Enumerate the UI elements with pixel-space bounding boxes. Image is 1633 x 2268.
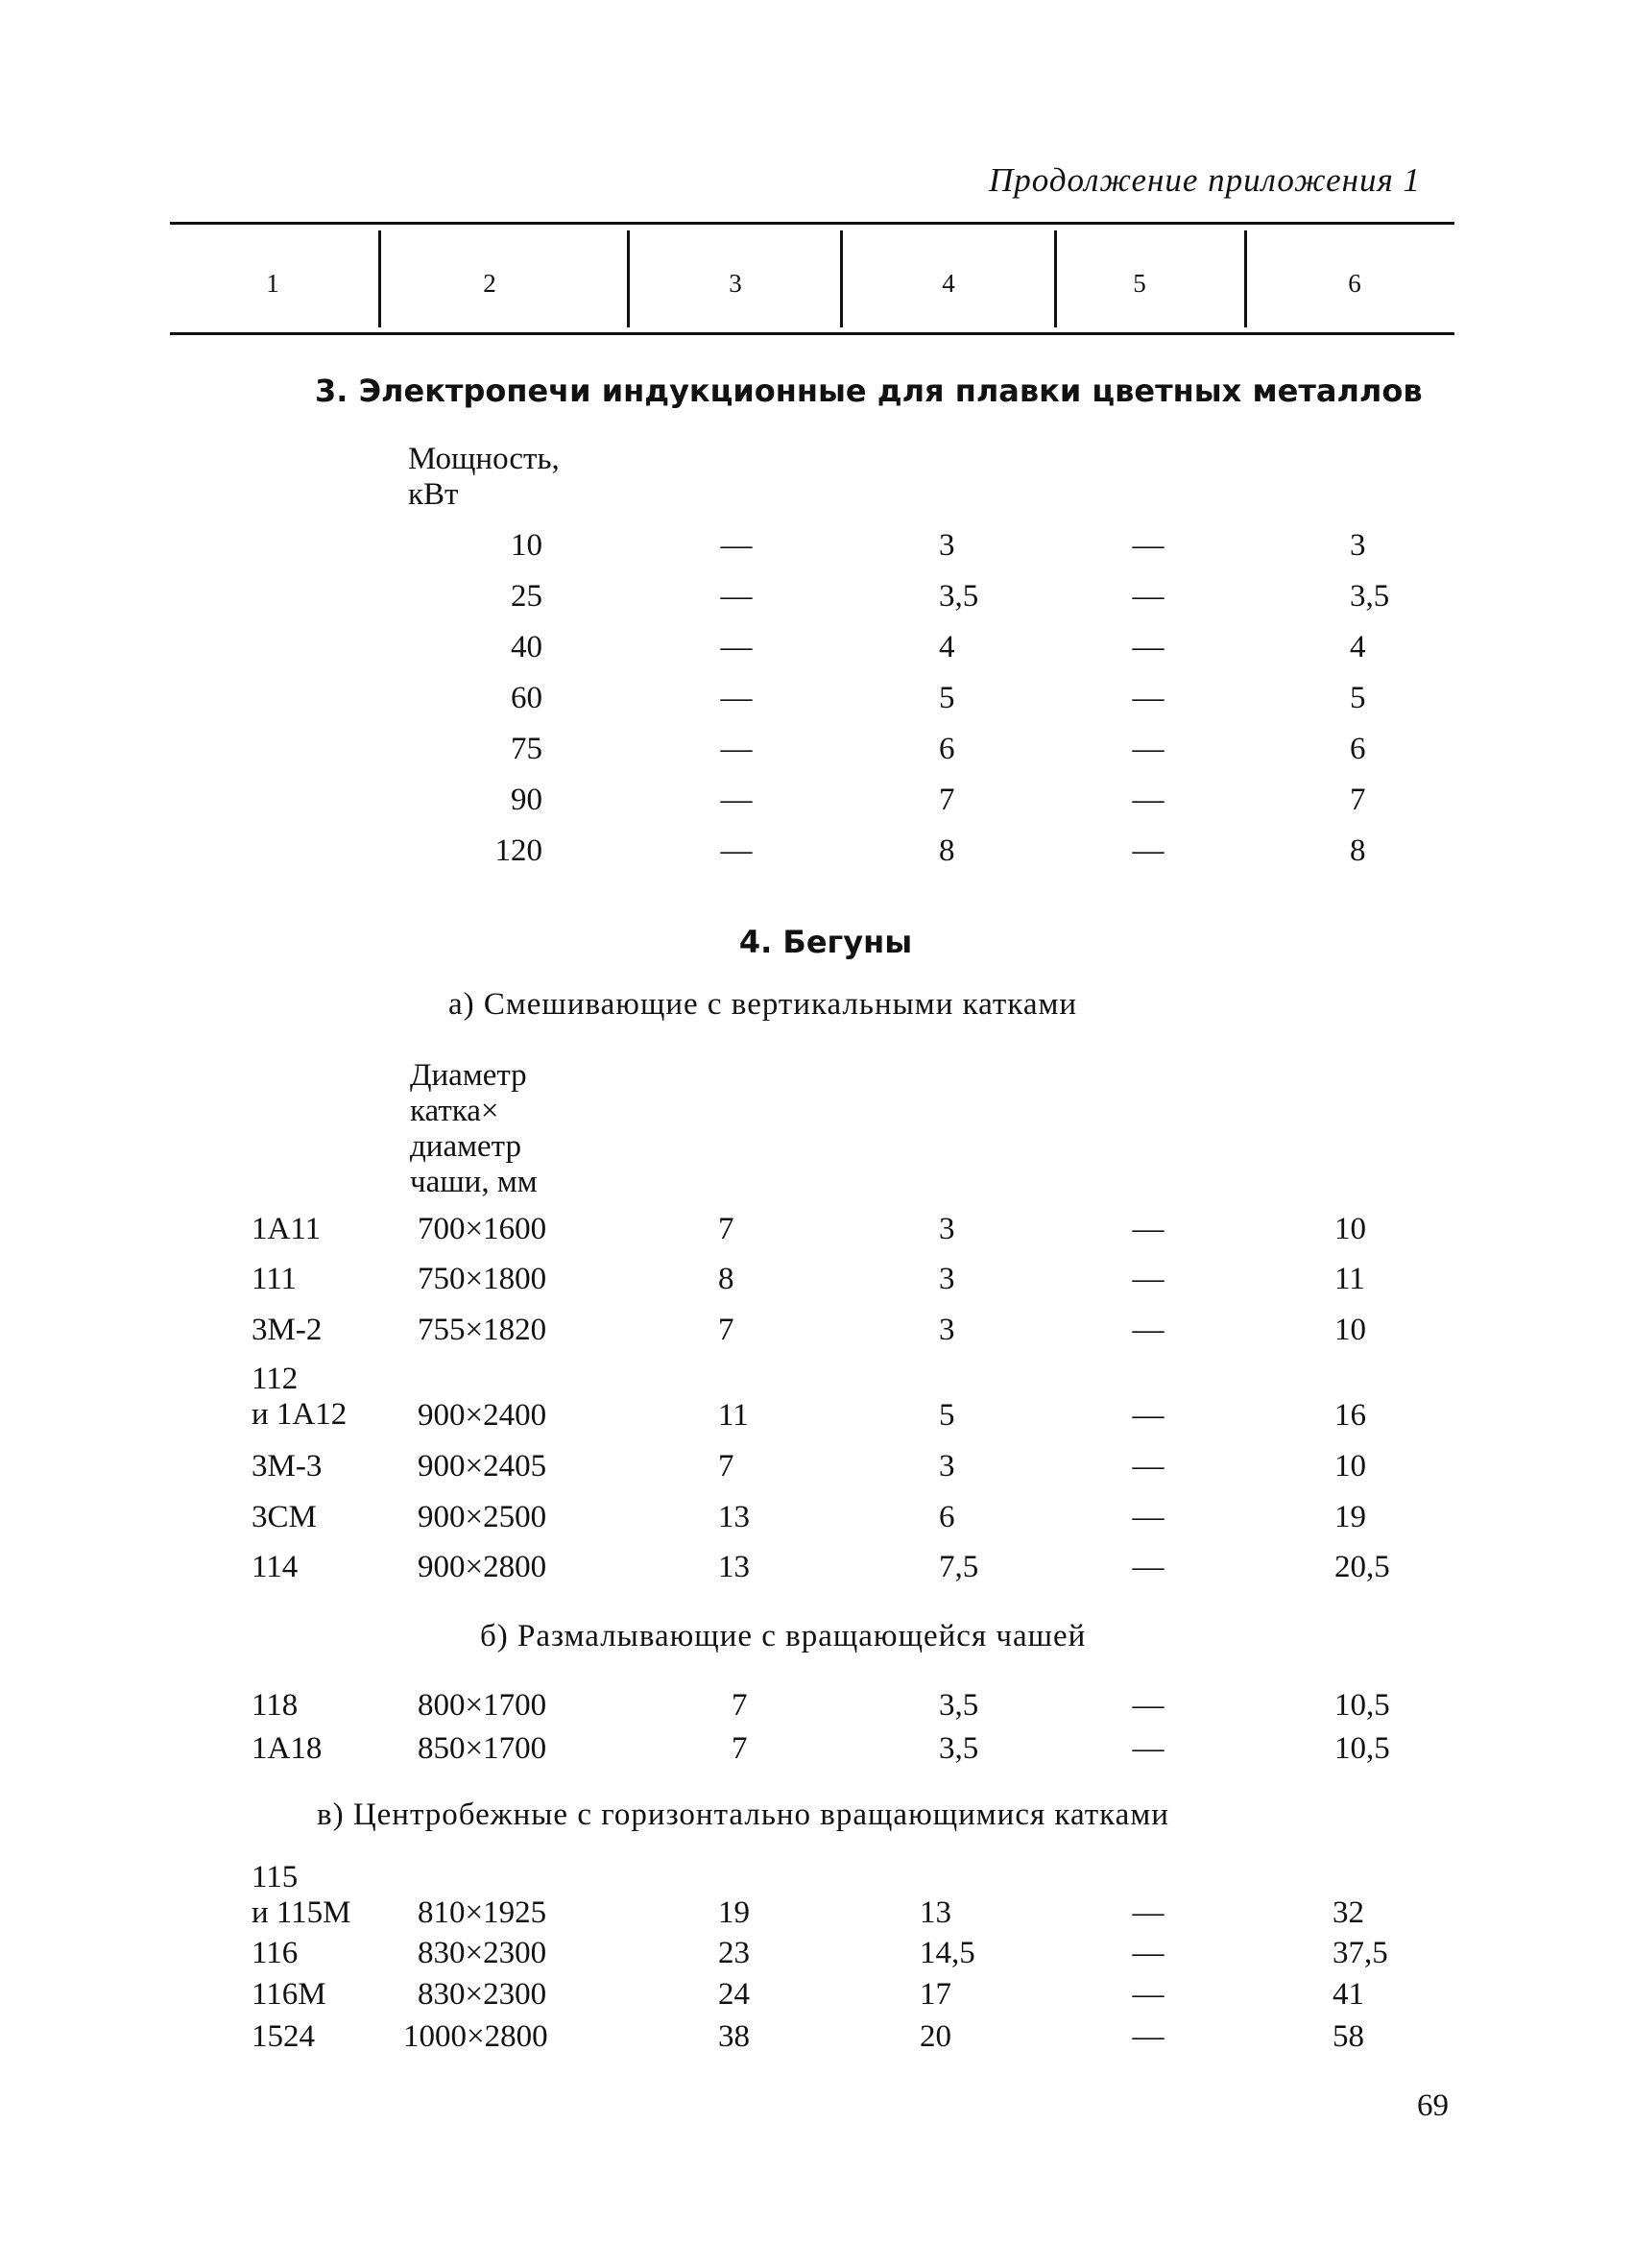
subsection-v-title: в) Центробежные с горизонтально вращающимися катками xyxy=(317,1798,1169,1832)
value-cell: 6 xyxy=(1350,732,1366,766)
model-cell: 115 и 115М xyxy=(252,1860,351,1930)
model-cell: 118 xyxy=(252,1688,299,1723)
value-cell: 38 xyxy=(718,2019,750,2054)
value-cell: 3 xyxy=(939,1313,955,1347)
power-cell: 25 xyxy=(511,579,542,614)
value-cell: 3,5 xyxy=(939,1731,979,1766)
power-cell: 10 xyxy=(511,528,542,563)
power-cell: 60 xyxy=(511,681,542,715)
dash-cell: — xyxy=(1132,783,1165,817)
dash-cell: — xyxy=(1132,528,1165,563)
dimension-cell: 900×2400 xyxy=(418,1398,547,1433)
model-cell: 3СМ xyxy=(252,1500,317,1534)
value-cell: 23 xyxy=(718,1936,750,1970)
value-cell: 7 xyxy=(718,1449,734,1484)
model-cell: 1А18 xyxy=(252,1731,323,1766)
dash-cell: — xyxy=(720,732,753,766)
value-cell: 11 xyxy=(1334,1262,1365,1296)
power-cell: 40 xyxy=(511,630,542,664)
dimension-cell: 830×2300 xyxy=(418,1936,547,1970)
dash-cell: — xyxy=(1132,1449,1165,1484)
dimension-cell: 900×2800 xyxy=(418,1550,547,1584)
table-top-rule xyxy=(170,222,1454,225)
model-cell: 116 xyxy=(252,1936,299,1970)
value-cell: 10,5 xyxy=(1334,1731,1390,1766)
value-cell: 7,5 xyxy=(939,1550,979,1584)
value-cell: 3 xyxy=(939,528,955,563)
value-cell: 20,5 xyxy=(1334,1550,1390,1584)
value-cell: 19 xyxy=(718,1895,750,1930)
value-cell: 14,5 xyxy=(920,1936,975,1970)
dash-cell: — xyxy=(1132,2019,1165,2054)
value-cell: 3,5 xyxy=(939,1688,979,1723)
dash-cell: — xyxy=(1132,1313,1165,1347)
dimension-cell: 750×1800 xyxy=(418,1262,547,1296)
value-cell: 3 xyxy=(939,1262,955,1296)
model-cell: 3М-2 xyxy=(252,1313,323,1347)
dimension-cell: 900×2405 xyxy=(418,1449,547,1484)
dimension-cell: 700×1600 xyxy=(418,1212,547,1246)
column-divider xyxy=(1244,230,1247,327)
value-cell: 4 xyxy=(939,630,955,664)
section-3-param-label: Мощность, кВт xyxy=(408,442,560,512)
column-divider xyxy=(627,230,630,327)
column-number: 2 xyxy=(483,269,496,298)
dash-cell: — xyxy=(720,783,753,817)
value-cell: 8 xyxy=(718,1262,734,1296)
power-cell: 120 xyxy=(494,833,542,868)
dash-cell: — xyxy=(720,528,753,563)
value-cell: 3,5 xyxy=(939,579,979,614)
column-number: 5 xyxy=(1133,269,1146,298)
dash-cell: — xyxy=(1132,1398,1165,1433)
value-cell: 5 xyxy=(1350,681,1366,715)
dimension-cell: 1000×2800 xyxy=(403,2019,548,2054)
value-cell: 13 xyxy=(718,1550,750,1584)
dash-cell: — xyxy=(1132,732,1165,766)
column-number: 4 xyxy=(942,269,955,298)
dimension-cell: 755×1820 xyxy=(418,1313,547,1347)
value-cell: 19 xyxy=(1334,1500,1366,1534)
value-cell: 7 xyxy=(939,783,955,817)
column-divider xyxy=(840,230,843,327)
value-cell: 3 xyxy=(1350,528,1366,563)
column-number: 3 xyxy=(729,269,742,298)
table-header-bottom-rule xyxy=(170,332,1454,335)
value-cell: 10 xyxy=(1334,1449,1366,1484)
value-cell: 37,5 xyxy=(1333,1936,1388,1970)
value-cell: 7 xyxy=(732,1731,748,1766)
subsection-a-title: а) Смешивающие с вертикальными катками xyxy=(448,987,1078,1022)
dash-cell: — xyxy=(1132,1895,1165,1930)
page-number: 69 xyxy=(1417,2088,1449,2123)
value-cell: 3 xyxy=(939,1449,955,1484)
dash-cell: — xyxy=(1132,1977,1165,2012)
dash-cell: — xyxy=(1132,1550,1165,1584)
dash-cell: — xyxy=(1132,1500,1165,1534)
power-cell: 90 xyxy=(511,783,542,817)
model-cell: 111 xyxy=(252,1262,298,1296)
dash-cell: — xyxy=(720,833,753,868)
value-cell: 20 xyxy=(920,2019,951,2054)
model-cell: 1А11 xyxy=(252,1212,322,1246)
value-cell: 5 xyxy=(939,681,955,715)
value-cell: 58 xyxy=(1333,2019,1364,2054)
dash-cell: — xyxy=(720,630,753,664)
model-cell: 3М-3 xyxy=(252,1449,323,1484)
value-cell: 3 xyxy=(939,1212,955,1246)
value-cell: 41 xyxy=(1333,1977,1364,2012)
dimension-cell: 900×2500 xyxy=(418,1500,547,1534)
dash-cell: — xyxy=(1132,833,1165,868)
section-4-title: 4. Бегуны xyxy=(738,924,913,960)
value-cell: 17 xyxy=(920,1977,951,2012)
value-cell: 3,5 xyxy=(1350,579,1390,614)
dash-cell: — xyxy=(1132,630,1165,664)
dimension-cell: 810×1925 xyxy=(418,1895,547,1930)
column-divider xyxy=(378,230,381,327)
value-cell: 6 xyxy=(939,1500,955,1534)
model-cell: 1524 xyxy=(252,2019,315,2054)
model-cell: 114 xyxy=(252,1550,299,1584)
dash-cell: — xyxy=(1132,1212,1165,1246)
power-cell: 75 xyxy=(511,732,542,766)
value-cell: 7 xyxy=(718,1313,734,1347)
value-cell: 8 xyxy=(1350,833,1366,868)
column-number: 1 xyxy=(266,269,279,298)
dimension-cell: 850×1700 xyxy=(418,1731,547,1766)
dash-cell: — xyxy=(1132,1688,1165,1723)
value-cell: 10 xyxy=(1334,1212,1366,1246)
value-cell: 4 xyxy=(1350,630,1366,664)
dimension-cell: 800×1700 xyxy=(418,1688,547,1723)
value-cell: 6 xyxy=(939,732,955,766)
dash-cell: — xyxy=(720,579,753,614)
dash-cell: — xyxy=(1132,1731,1165,1766)
dash-cell: — xyxy=(1132,1936,1165,1970)
model-cell: 116М xyxy=(252,1977,326,2012)
value-cell: 16 xyxy=(1334,1398,1366,1433)
value-cell: 24 xyxy=(718,1977,750,2012)
value-cell: 5 xyxy=(939,1398,955,1433)
value-cell: 7 xyxy=(732,1688,748,1723)
column-number: 6 xyxy=(1348,269,1361,298)
value-cell: 7 xyxy=(1350,783,1366,817)
value-cell: 8 xyxy=(939,833,955,868)
value-cell: 10 xyxy=(1334,1313,1366,1347)
dash-cell: — xyxy=(1132,1262,1165,1296)
dash-cell: — xyxy=(1132,681,1165,715)
value-cell: 7 xyxy=(718,1212,734,1246)
value-cell: 13 xyxy=(920,1895,951,1930)
column-divider xyxy=(1054,230,1057,327)
subsection-a-param-label: Диаметр катка× диаметр чаши, мм xyxy=(410,1058,538,1199)
subsection-b-title: б) Размалывающие с вращающейся чашей xyxy=(480,1619,1087,1653)
value-cell: 10,5 xyxy=(1334,1688,1390,1723)
section-3-title: 3. Электропечи индукционные для плавки цветных металлов xyxy=(315,373,1423,409)
value-cell: 11 xyxy=(718,1398,749,1433)
value-cell: 32 xyxy=(1333,1895,1364,1930)
running-head: Продолжение приложения 1 xyxy=(989,161,1422,199)
dash-cell: — xyxy=(720,681,753,715)
dash-cell: — xyxy=(1132,579,1165,614)
dimension-cell: 830×2300 xyxy=(418,1977,547,2012)
model-cell: 112 и 1А12 xyxy=(252,1362,348,1432)
value-cell: 13 xyxy=(718,1500,750,1534)
